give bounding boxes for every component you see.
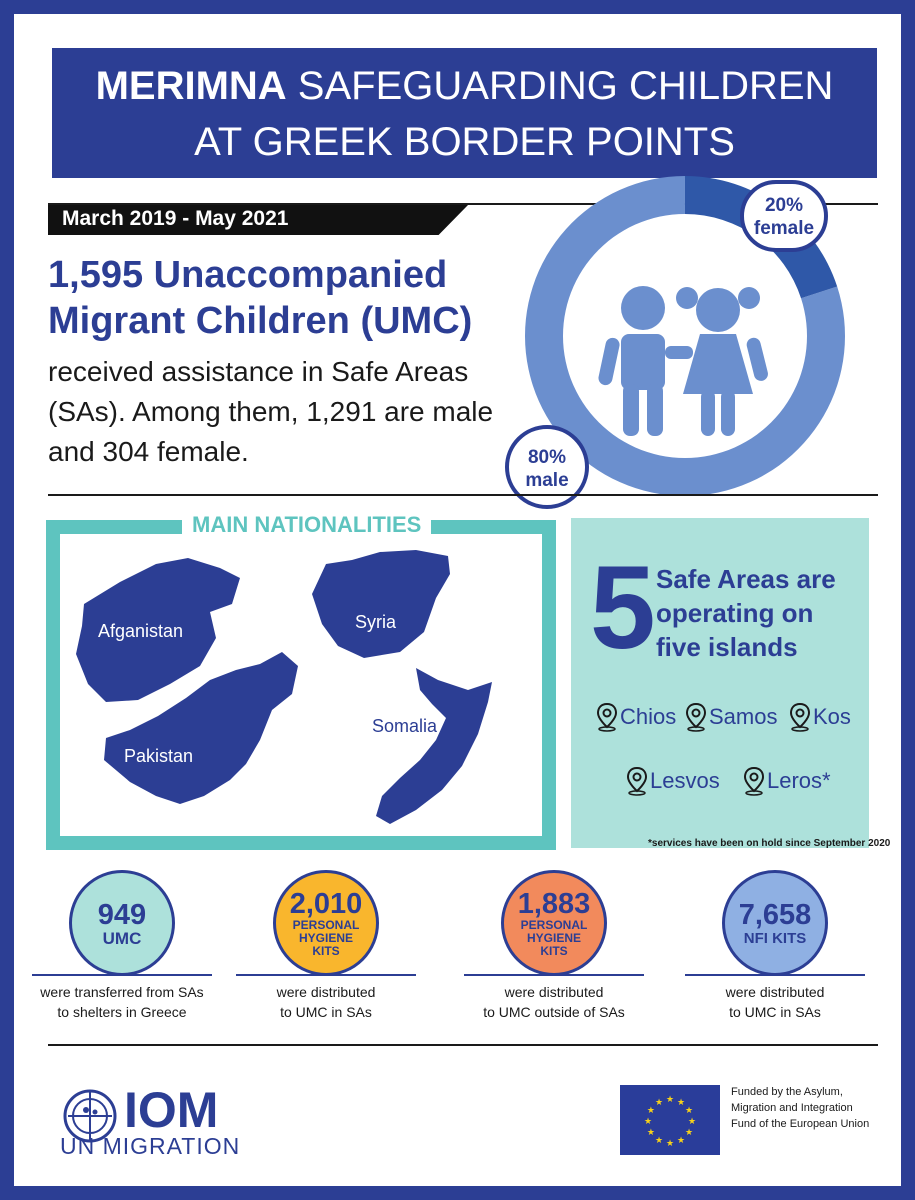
safe-areas-line-2: operating on (656, 598, 814, 628)
title-line-2: AT GREEK BORDER POINTS (194, 120, 735, 164)
eu-flag-icon (620, 1085, 720, 1155)
safe-areas-footnote: *services have been on hold since September 2020 (648, 838, 891, 849)
stat-desc-line-2: to UMC outside of SAs (483, 1004, 625, 1020)
stat-label: UMC (102, 928, 142, 948)
headline (48, 252, 508, 344)
island-name: Lesvos (650, 768, 720, 793)
island-leros (743, 766, 831, 796)
nationalities-title: MAIN NATIONALITIES (182, 512, 431, 538)
stat-desc-line-1: were transferred from SAs (40, 984, 204, 1000)
eu-star-icon: ★ (646, 1127, 655, 1137)
male-badge (505, 425, 589, 509)
eu-star-icon: ★ (665, 1094, 675, 1104)
iom-logo-text: IOM (124, 1082, 219, 1138)
eu-star-icon: ★ (685, 1105, 694, 1115)
somalia-shape (376, 668, 492, 824)
eu-stars (620, 1085, 720, 1155)
divider-middle (48, 494, 878, 496)
safe-areas-count: 5 (590, 542, 656, 674)
title-bold: MERIMNA (95, 64, 287, 108)
children-icon (597, 286, 769, 436)
eu-star-icon: ★ (654, 1096, 664, 1107)
stat-label: PERSONAL HYGIENE KITS (520, 917, 588, 958)
eu-star-icon: ★ (665, 1138, 675, 1148)
stat-desc-line-1: were distributed (276, 984, 376, 1000)
stat-label: PERSONAL HYGIENE KITS (292, 917, 360, 958)
eu-star-icon: ★ (676, 1135, 686, 1146)
page-title (52, 48, 877, 178)
period-label: March 2019 - May 2021 (62, 207, 289, 230)
eu-star-icon: ★ (687, 1116, 697, 1126)
female-badge (740, 180, 828, 252)
island-name: Chios (620, 704, 677, 729)
female-word: female (753, 218, 815, 239)
nationalities-map (60, 534, 542, 836)
stat-desc-line-1: were distributed (504, 984, 604, 1000)
divider-bottom (48, 1044, 878, 1046)
male-word: male (525, 470, 569, 491)
island-lesvos (626, 766, 720, 796)
stat-circle (722, 870, 828, 976)
island-name: Kos (813, 704, 851, 729)
stat-card-nfi-kits (675, 870, 875, 1022)
island-kos (789, 702, 851, 732)
title-line1-rest: SAFEGUARDING CHILDREN (286, 64, 834, 108)
safe-areas-line-1: Safe Areas are (656, 564, 836, 594)
headline-line-2: Migrant Children (UMC) (48, 300, 473, 342)
description: received assistance in Safe Areas (SAs). Among them, 1,291 are male and 304 female. (48, 356, 494, 467)
syria-shape (312, 550, 450, 658)
country-label-syria: Syria (355, 612, 397, 632)
eu-star-icon: ★ (646, 1105, 655, 1115)
title-line-1 (52, 58, 877, 114)
island-chios (596, 702, 676, 732)
stat-label: NFI KITS (743, 929, 807, 947)
headline-line-1: 1,595 Unaccompanied (48, 254, 448, 296)
location-pin-icon (685, 702, 707, 732)
stat-desc-line-2: to shelters in Greece (57, 1004, 187, 1020)
eu-star-icon: ★ (643, 1116, 653, 1126)
island-name: Leros* (767, 768, 831, 793)
stat-desc-line-2: to UMC in SAs (280, 1004, 372, 1020)
country-label-afganistan: Afganistan (98, 621, 184, 641)
safe-areas-line-3: five islands (656, 632, 798, 662)
eu-star-icon: ★ (676, 1096, 686, 1107)
location-pin-icon (743, 766, 765, 796)
island-samos (685, 702, 777, 732)
stat-circle (69, 870, 175, 976)
island-name: Samos (709, 704, 778, 729)
stat-number: 7,658 (738, 898, 812, 931)
country-label-somalia: Somalia (372, 716, 438, 736)
eu-star-icon: ★ (654, 1135, 664, 1146)
eu-star-icon: ★ (685, 1127, 694, 1137)
location-pin-icon (789, 702, 811, 732)
stat-card-hygiene-kits-in (226, 870, 426, 1022)
stat-number: 2,010 (289, 887, 363, 920)
stat-number: 1,883 (517, 887, 591, 920)
stat-circle (501, 870, 607, 976)
stat-number: 949 (97, 898, 147, 931)
stat-card-hygiene-kits-out (454, 870, 654, 1022)
stat-circle (273, 870, 379, 976)
stat-desc-line-1: were distributed (725, 984, 825, 1000)
country-label-pakistan: Pakistan (124, 746, 194, 766)
iom-tagline: UN MIGRATION (60, 1133, 241, 1159)
stat-desc-line-2: to UMC in SAs (729, 1004, 821, 1020)
funding-text: Funded by the Asylum, Migration and Integration Fund of the European Union (731, 1086, 870, 1130)
female-pct: 20% (764, 195, 804, 216)
location-pin-icon (596, 702, 618, 732)
safe-areas-text (656, 562, 866, 664)
location-pin-icon (626, 766, 648, 796)
male-pct: 80% (527, 447, 567, 468)
stat-card-transferred (22, 870, 222, 1022)
